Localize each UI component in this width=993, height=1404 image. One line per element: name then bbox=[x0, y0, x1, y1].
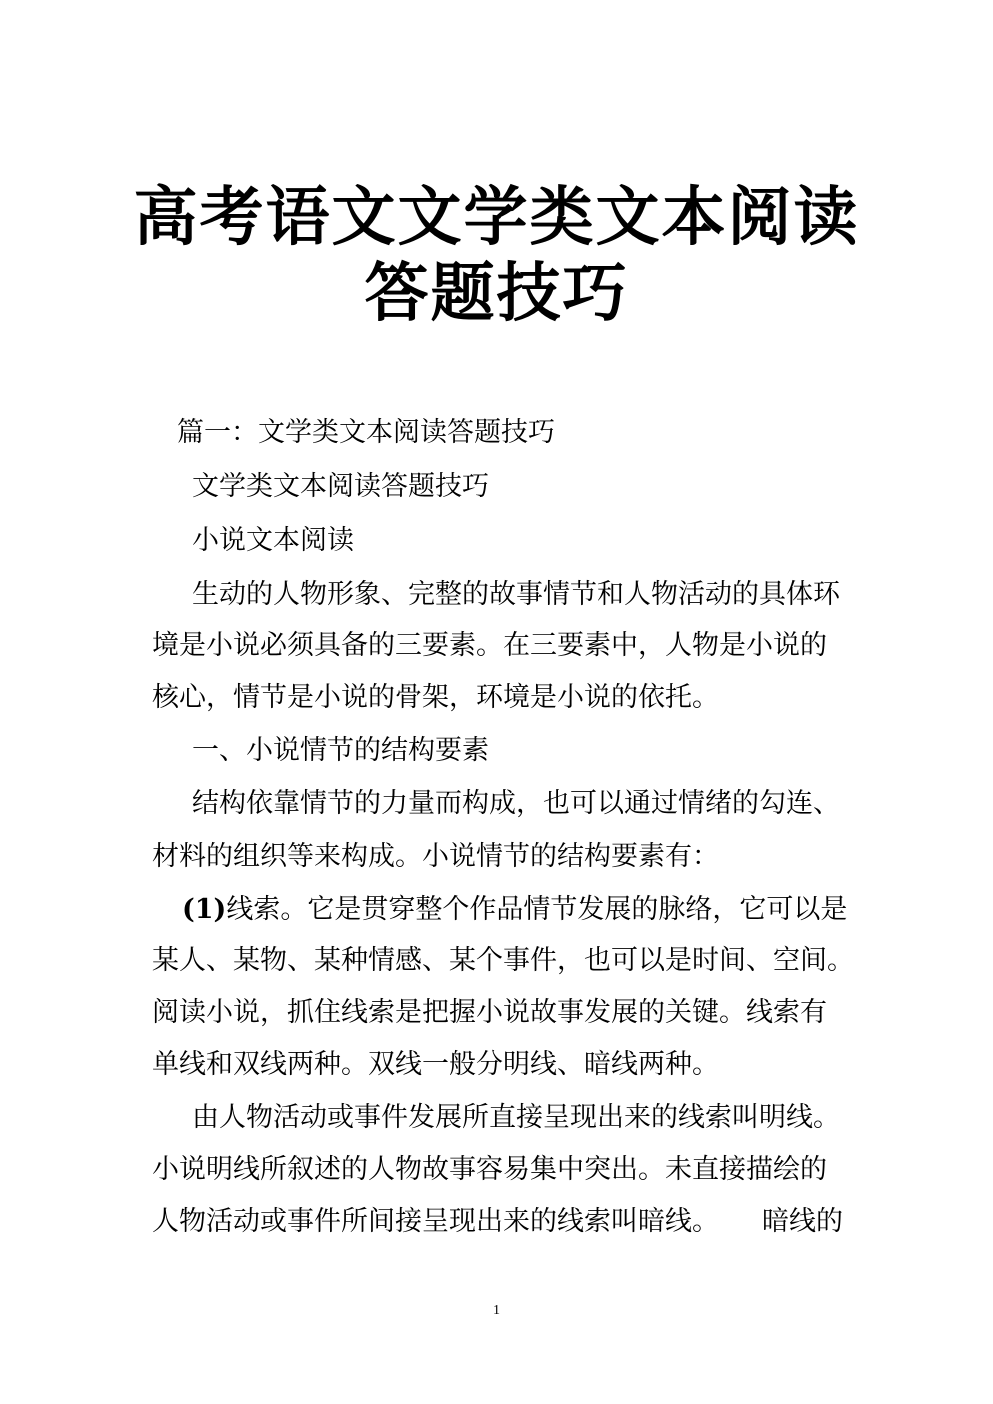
subtitle: 文学类文本阅读答题技巧 bbox=[192, 471, 489, 502]
paragraph-line: 生动的人物形象、完整的故事情节和人物活动的具体环 bbox=[192, 579, 840, 610]
paragraph-line: 阅读小说，抓住线索是把握小说故事发展的关键。线索有 bbox=[152, 997, 827, 1028]
paragraph-line: 结构依靠情节的力量而构成，也可以通过情绪的勾连、 bbox=[192, 788, 840, 819]
paragraph-line: 某人、某物、某种情感、某个事件，也可以是时间、空间。 bbox=[152, 945, 854, 976]
document-title-line-1: 高考语文文学类文本阅读 bbox=[133, 180, 860, 255]
subheading-novel: 小说文本阅读 bbox=[192, 525, 354, 556]
list-item-line bbox=[182, 896, 847, 923]
paragraph-line: 核心，情节是小说的骨架，环境是小说的依托。 bbox=[152, 682, 719, 713]
paragraph-line: 人物活动或事件所间接呈现出来的线索叫暗线。 bbox=[152, 1206, 719, 1237]
paragraph-line: 材料的组织等来构成。小说情节的结构要素有： bbox=[152, 841, 719, 872]
list-item-text: 线索。它是贯穿整个作品情节发展的脉络，它可以是 bbox=[226, 894, 848, 925]
paragraph-line: 境是小说必须具备的三要素。在三要素中，人物是小说的 bbox=[152, 630, 827, 661]
paragraph-line: 暗线的 bbox=[762, 1206, 843, 1237]
paragraph-line: 单线和双线两种。双线一般分明线、暗线两种。 bbox=[152, 1049, 719, 1080]
page-number: 1 bbox=[493, 1303, 500, 1318]
list-number: (1) bbox=[182, 894, 227, 925]
paragraph-line: 由人物活动或事件发展所直接呈现出来的线索叫明线。 bbox=[192, 1102, 840, 1133]
section-heading: 篇一：文学类文本阅读答题技巧 bbox=[177, 417, 555, 448]
section-subheading: 一、小说情节的结构要素 bbox=[192, 735, 489, 766]
document-title-line-2: 答题技巧 bbox=[364, 256, 629, 331]
paragraph-line: 小说明线所叙述的人物故事容易集中突出。未直接描绘的 bbox=[152, 1154, 827, 1185]
